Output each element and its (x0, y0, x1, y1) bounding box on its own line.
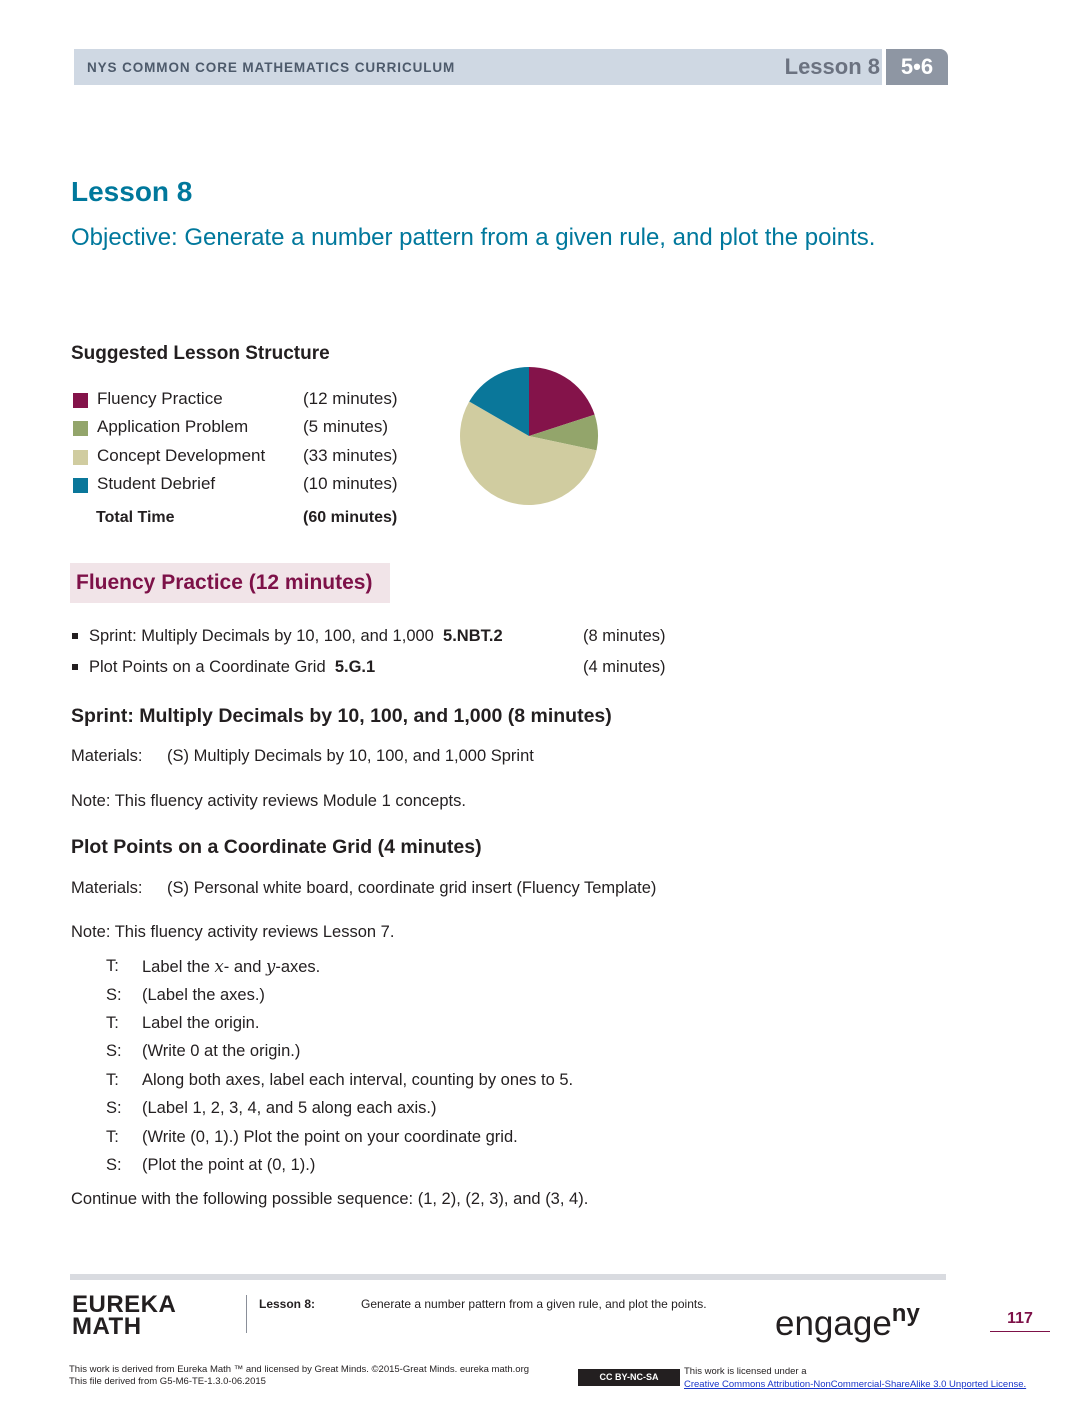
derived-line1: This work is derived from Eureka Math ™ and licensed by Great Minds. ©2015-Great Minds. eureka math.org (69, 1364, 530, 1375)
footer-rule (70, 1274, 946, 1280)
dialogue-speaker: S: (106, 1099, 122, 1117)
page-number: 117 (1007, 1310, 1033, 1327)
materials-label: Materials: (71, 747, 143, 765)
total-minutes: (60 minutes) (303, 509, 398, 526)
dialogue-text: (Plot the point at (0, 1).) (142, 1156, 316, 1174)
fluency-item-minutes: (4 minutes) (583, 658, 666, 676)
plot-heading: Plot Points on a Coordinate Grid (4 minutes) (71, 836, 482, 858)
materials-text: (S) Multiply Decimals by 10, 100, and 1,000 Sprint (167, 747, 534, 765)
sprint-materials (71, 747, 534, 766)
structure-heading: Suggested Lesson Structure (71, 343, 330, 364)
legend-swatch (73, 421, 88, 436)
dialogue-speaker: S: (106, 986, 122, 1004)
dialogue-text: Along both axes, label each interval, counting by ones to 5. (142, 1071, 574, 1089)
fluency-heading-box (70, 563, 390, 603)
dialogue-speaker: T: (106, 957, 119, 975)
lesson-title: Lesson 8 (71, 176, 193, 207)
license-text: This work is licensed under a (684, 1366, 807, 1377)
materials-text: (S) Personal white board, coordinate grid insert (Fluency Template) (167, 879, 657, 897)
dialogue-text: (Label 1, 2, 3, 4, and 5 along each axis.) (142, 1099, 437, 1117)
materials-label: Materials: (71, 879, 143, 897)
lesson-objective: Objective: Generate a number pattern from a given rule, and plot the points. (71, 224, 876, 251)
dialogue-speaker: T: (106, 1128, 119, 1146)
plot-note: Note: This fluency activity reviews Lesson 7. (71, 923, 395, 941)
segment-minutes: (12 minutes) (303, 389, 398, 408)
dialogue-speaker: T: (106, 1071, 119, 1089)
segment-name: Fluency Practice (97, 389, 223, 408)
footer-divider (246, 1295, 247, 1333)
dialogue-text: (Label the axes.) (142, 986, 265, 1004)
fluency-item-minutes: (8 minutes) (583, 627, 666, 645)
dialogue-speaker: S: (106, 1042, 122, 1060)
page-number-underline (990, 1331, 1050, 1332)
dialogue-speaker: T: (106, 1014, 119, 1032)
engageny-logo (775, 1300, 920, 1344)
legend-swatch (73, 393, 88, 408)
sprint-note: Note: This fluency activity reviews Module 1 concepts. (71, 792, 466, 810)
fluency-heading: Fluency Practice (12 minutes) (76, 571, 373, 594)
structure-total-row (96, 509, 398, 527)
fluency-item-text: Sprint: Multiply Decimals by 10, 100, and 1,000 (89, 627, 434, 645)
dialogue-text: (Write 0 at the origin.) (142, 1042, 301, 1060)
logo-line1: EUREKA (72, 1291, 177, 1318)
derived-line2: This file derived from G5-M6-TE-1.3.0-06.2015 (69, 1376, 266, 1387)
dialogue-text-part: -axes. (275, 958, 321, 976)
dialogue-text-part: Label the (142, 958, 215, 976)
bullet-icon (72, 664, 78, 670)
lesson-structure-pie-chart (459, 366, 599, 506)
segment-minutes: (5 minutes) (303, 417, 389, 436)
logo-line2: MATH (72, 1313, 142, 1340)
dialogue-text-part: - and (223, 958, 266, 976)
footer-lesson-objective: Generate a number pattern from a given rule, and plot the points. (361, 1297, 707, 1311)
segment-name: Concept Development (97, 446, 266, 465)
grade-module-badge: 5•6 (886, 49, 948, 85)
dialogue-text: (Write (0, 1).) Plot the point on your coordinate grid. (142, 1128, 518, 1146)
license-link[interactable]: Creative Commons Attribution-NonCommercial-ShareAlike 3.0 Unported License. (684, 1379, 1027, 1390)
bullet-icon (72, 633, 78, 639)
header-lesson-label: Lesson 8 (784, 54, 880, 79)
footer-lesson-label: Lesson 8: (259, 1297, 316, 1311)
legend-swatch (73, 478, 88, 493)
segment-name: Application Problem (97, 417, 249, 436)
x-variable: x (214, 957, 224, 976)
dialogue-text (142, 957, 320, 977)
logo-sup: ny (891, 1300, 920, 1327)
dialogue-text: Label the origin. (142, 1014, 260, 1032)
legend-swatch (73, 450, 88, 465)
sprint-heading: Sprint: Multiply Decimals by 10, 100, and 1,000 (8 minutes) (71, 705, 612, 727)
segment-minutes: (33 minutes) (303, 446, 398, 465)
total-label: Total Time (96, 509, 175, 526)
curriculum-label: NYS COMMON CORE MATHEMATICS CURRICULUM (87, 60, 456, 75)
cc-license-badge: CC BY-NC-SA (578, 1369, 680, 1386)
plot-materials (71, 879, 656, 898)
continue-sequence: Continue with the following possible sequence: (1, 2), (2, 3), and (3, 4). (71, 1190, 589, 1208)
segment-minutes: (10 minutes) (303, 474, 398, 493)
eureka-math-logo (72, 1291, 177, 1340)
segment-name: Student Debrief (97, 474, 216, 493)
y-variable: y (266, 957, 276, 976)
fluency-item-standard: 5.NBT.2 (443, 627, 503, 645)
fluency-item-standard: 5.G.1 (334, 658, 376, 676)
fluency-item-text: Plot Points on a Coordinate Grid (89, 658, 326, 676)
logo-text: engage (775, 1304, 892, 1343)
dialogue-speaker: S: (106, 1156, 122, 1174)
